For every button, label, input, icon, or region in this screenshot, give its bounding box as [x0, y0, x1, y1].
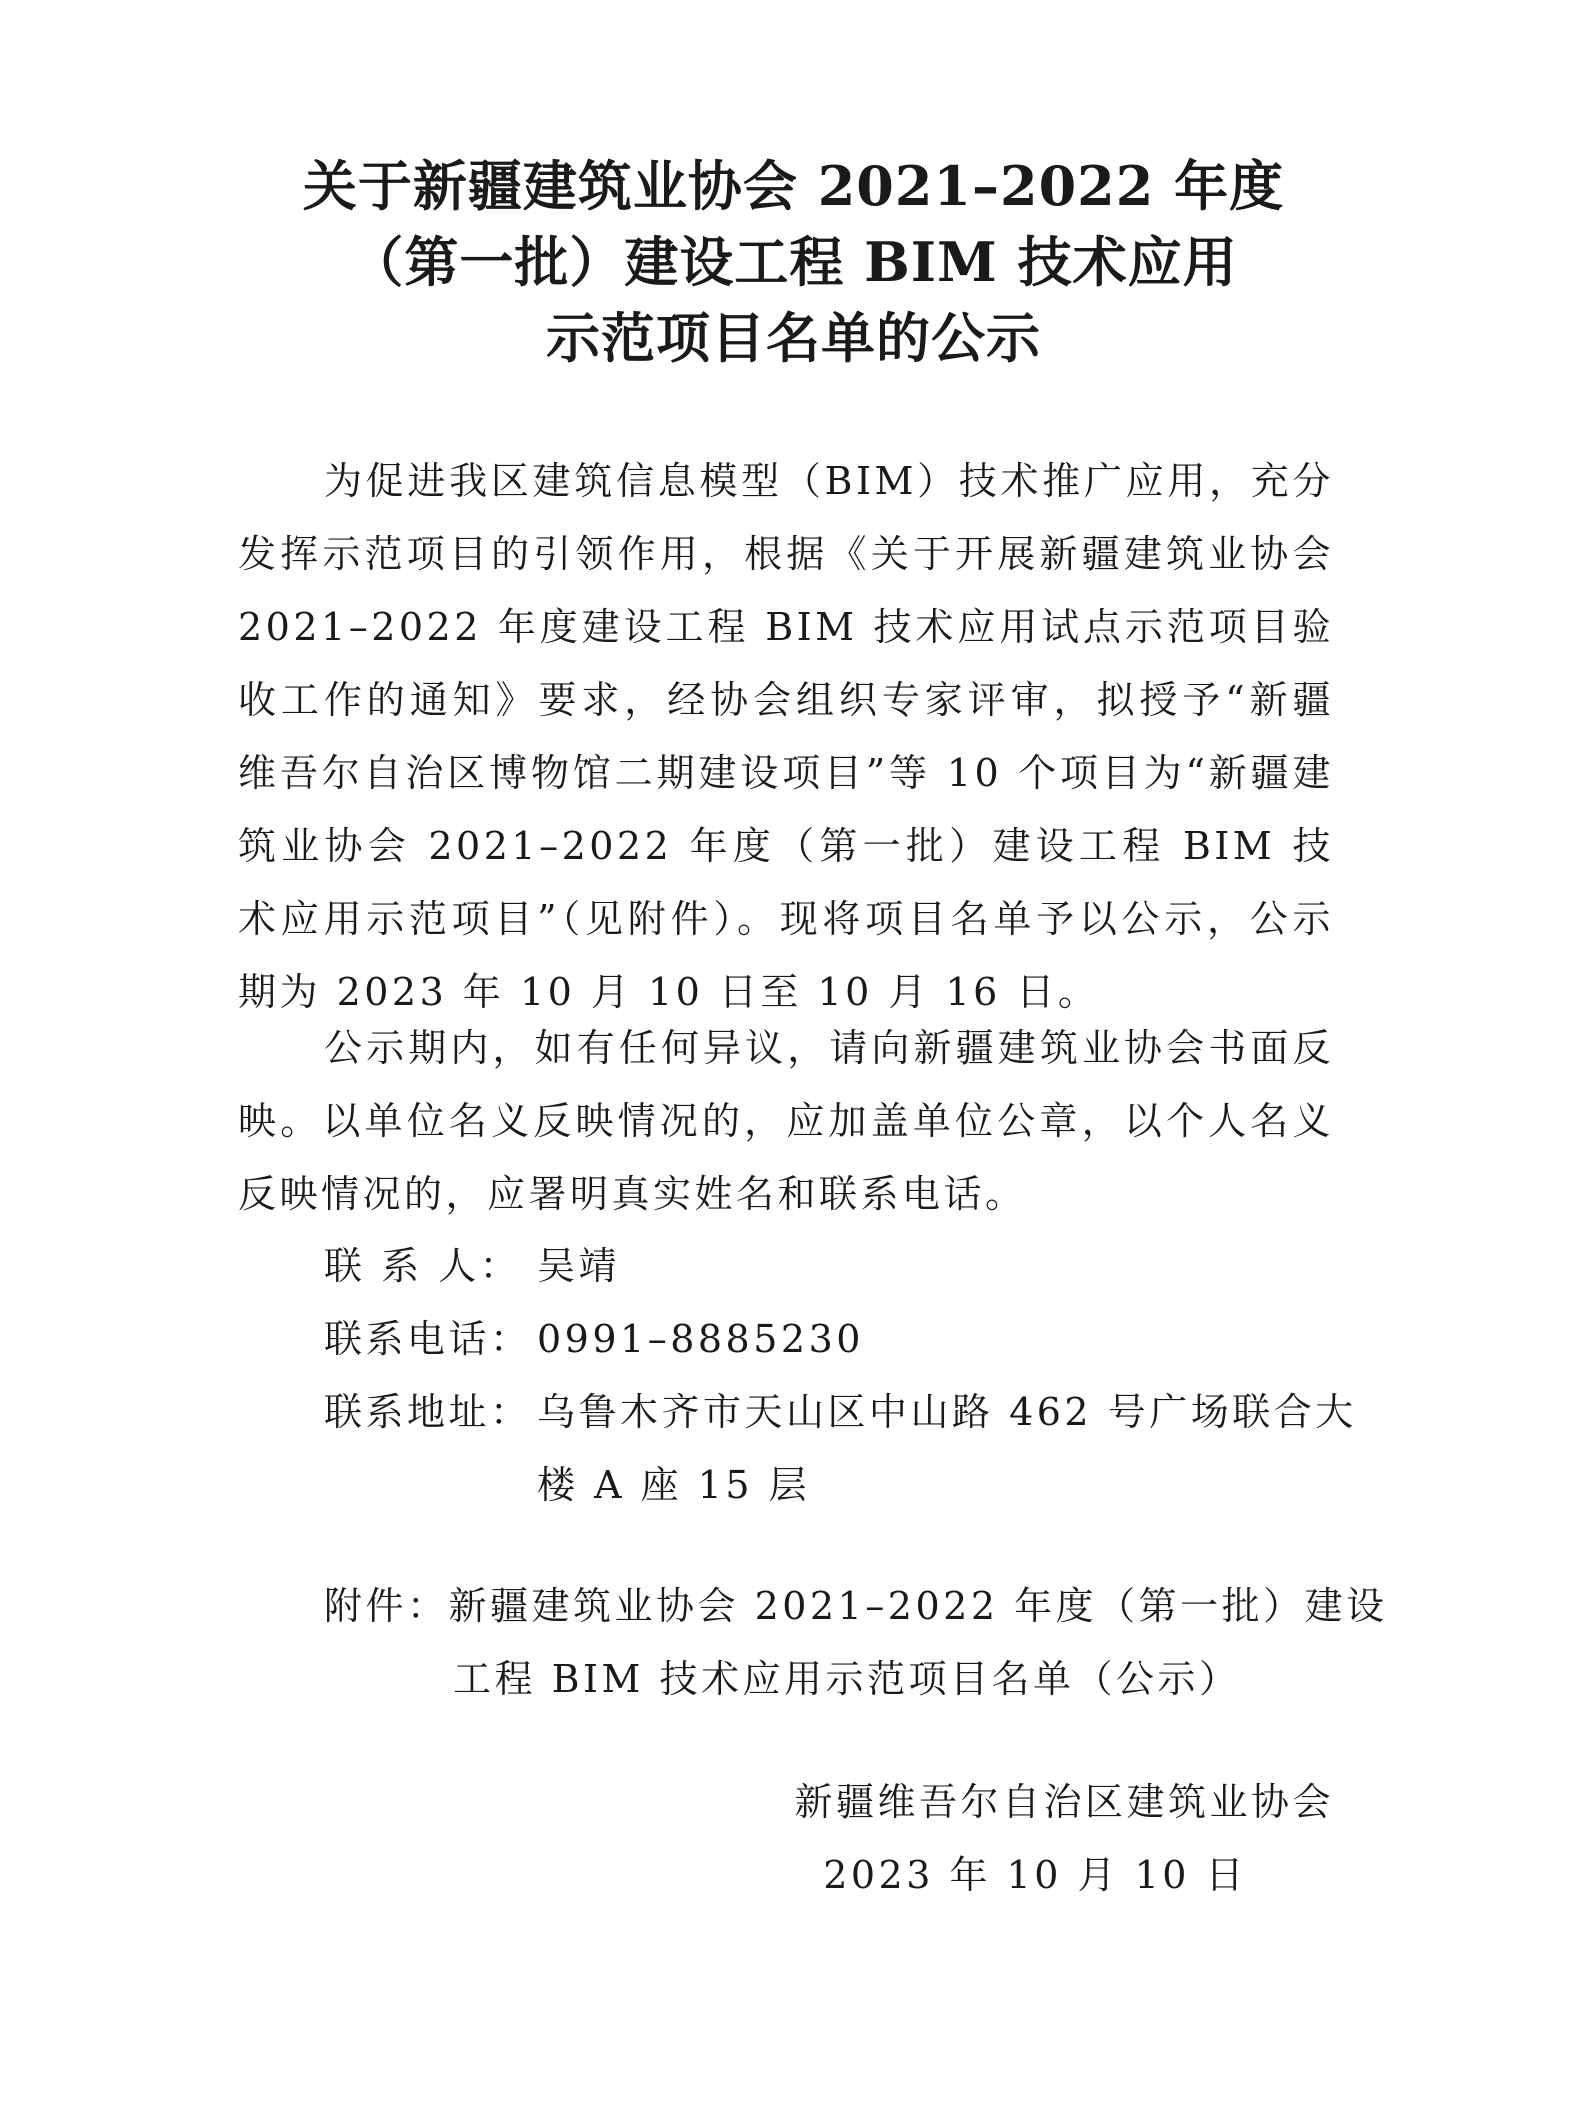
contact-address-value-line-2: 楼 A 座 15 层: [537, 1463, 811, 1507]
contact-phone-label: 联系电话：: [324, 1317, 532, 1361]
contact-person: [324, 1230, 620, 1303]
contact-address-label: 联系地址：: [324, 1390, 532, 1434]
contact-person-label: 联 系 人：: [324, 1244, 522, 1288]
document-title: [0, 148, 1587, 376]
contact-address: [324, 1376, 1357, 1449]
body-paragraph-2: 公示期内，如有任何异议，请向新疆建筑业协会书面反映。以单位名义反映情况的，应加盖单位公章，以个人名义反映情况的，应署明真实姓名和联系电话。: [238, 1026, 1334, 1216]
title-line-2: （第一批）建设工程 BIM 技术应用: [349, 230, 1238, 294]
attachment-line-2: 工程 BIM 技术应用示范项目名单（公示）: [453, 1657, 1241, 1701]
signature-organization: 新疆维吾尔自治区建筑业协会: [794, 1780, 1334, 1824]
title-line-3: 示范项目名单的公示: [546, 306, 1041, 370]
contact-phone-value: 0991–8885230: [537, 1317, 864, 1361]
title-line-1: 关于新疆建筑业协会 2021–2022 年度: [302, 154, 1285, 218]
contact-address-value-line-1: 乌鲁木齐市天山区中山路 462 号广场联合大: [537, 1390, 1357, 1434]
attachment-line-1: 附件：新疆建筑业协会 2021–2022 年度（第一批）建设: [324, 1584, 1388, 1628]
contact-phone: [324, 1303, 864, 1376]
body-paragraph-1: 为促进我区建筑信息模型（BIM）技术推广应用，充分发挥示范项目的引领作用，根据《关于开展新疆建筑业协会 2021–2022 年度建设工程 BIM 技术应用试点示范项目验收工作的通知》要求，经协会组织专家评审，拟授予“新疆维吾尔自治区博物馆二期建设项目”等 10 个项目为“新疆建筑业协会 2021–2022 年度（第一批）建设工程 BIM 技术应用示范项目”（见附件）。现将项目名单予以公示，公示期为 2023 年 10 月 10 日至 10 月 16 日。: [238, 459, 1334, 1014]
signature-date: 2023 年 10 月 10 日: [823, 1853, 1247, 1897]
contact-person-value: 吴靖: [537, 1244, 621, 1288]
